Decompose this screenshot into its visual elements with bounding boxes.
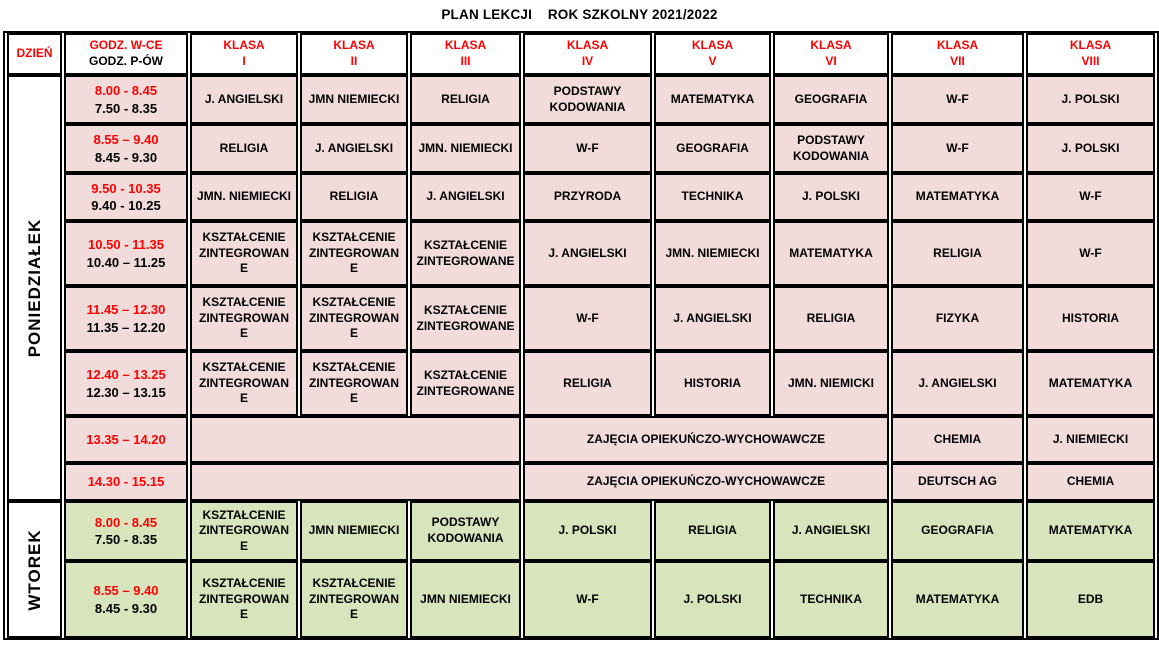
subject-cell: HISTORIA (654, 351, 771, 416)
time-cell (64, 75, 188, 124)
time-cell (64, 221, 188, 286)
page-title: PLAN LEKCJI ROK SZKOLNY 2021/2022 (441, 7, 718, 22)
subject-cell: J. ANGIELSKI (891, 351, 1024, 416)
day-column-header-label: DZIEŃ (16, 46, 53, 61)
subject-cell: JMN NIEMIECKI (410, 561, 521, 638)
lesson-time: 8.55 – 9.40 (93, 132, 159, 148)
class-header-VIII (1026, 33, 1155, 75)
subject-cell: W-F (1026, 221, 1155, 286)
subject-cell: TECHNIKA (654, 173, 771, 221)
class-header-label: KLASA (810, 38, 852, 53)
day-label: PONIEDZIAŁEK (24, 218, 44, 358)
subject-cell: KSZTAŁCENIE ZINTEGROWANE (410, 221, 521, 286)
class-header-number: VII (950, 54, 965, 68)
subject-cell: J. ANGIELSKI (300, 124, 408, 173)
subject-cell: MATEMATYKA (773, 221, 889, 286)
class-header-number: III (460, 54, 471, 68)
class-header-VI (773, 33, 889, 75)
timetable-row (7, 75, 1155, 124)
lesson-time: 10.50 - 11.35 (88, 237, 164, 253)
break-time: 7.50 - 8.35 (94, 100, 158, 116)
subject-cell: JMN. NIEMIECKI (654, 221, 771, 286)
timetable (3, 31, 1159, 640)
subject-cell: GEOGRAFIA (773, 75, 889, 124)
class-header-IV (523, 33, 652, 75)
subject-cell: J. ANGIELSKI (190, 75, 298, 124)
header-row (7, 33, 1155, 75)
break-time: 9.40 - 10.25 (91, 198, 161, 213)
subject-cell: J. POLSKI (523, 501, 652, 561)
lesson-time: 13.35 – 14.20 (86, 431, 166, 447)
subject-cell: KSZTAŁCENIE ZINTEGROWANE (300, 351, 408, 416)
class-header-label: KLASA (691, 38, 734, 53)
class-header-number: V (708, 54, 717, 68)
empty-cell (190, 463, 521, 501)
subject-cell: KSZTAŁCENIE ZINTEGROWANE (300, 561, 408, 638)
empty-cell (190, 416, 521, 463)
subject-cell: DEUTSCH AG (891, 463, 1024, 501)
time-header-line1: GODZ. W-CE (89, 38, 163, 53)
time-cell (64, 501, 188, 561)
subject-cell: W-F (891, 75, 1024, 124)
class-header-number: II (350, 54, 358, 68)
subject-cell: MATEMATYKA (654, 75, 771, 124)
lesson-time: 9.50 - 10.35 (91, 180, 161, 196)
subject-cell: J. ANGIELSKI (773, 501, 889, 561)
subject-cell: J. POLSKI (1026, 124, 1155, 173)
time-cell (64, 416, 188, 463)
subject-cell: JMN. NIEMICKI (773, 351, 889, 416)
class-header-III (410, 33, 521, 75)
subject-cell: ZAJĘCIA OPIEKUŃCZO-WYCHOWAWCZE (523, 463, 889, 501)
subject-cell: MATEMATYKA (891, 173, 1024, 221)
class-header-number: IV (581, 54, 594, 68)
timetable-row (7, 351, 1155, 416)
class-header-number: VIII (1081, 54, 1100, 68)
break-time: 7.50 - 8.35 (94, 532, 158, 547)
time-header-line2: GODZ. P-ÓW (89, 54, 163, 68)
time-cell (64, 286, 188, 351)
time-cell (64, 561, 188, 638)
subject-cell: KSZTAŁCENIE ZINTEGROWANE (410, 286, 521, 351)
subject-cell: FIZYKA (891, 286, 1024, 351)
subject-cell: RELIGIA (190, 124, 298, 173)
break-time: 10.40 – 11.25 (86, 254, 166, 270)
class-header-number: I (242, 54, 246, 68)
day-cell (7, 75, 62, 501)
subject-cell: CHEMIA (891, 416, 1024, 463)
subject-cell: RELIGIA (654, 501, 771, 561)
timetable-row (7, 501, 1155, 561)
subject-cell: HISTORIA (1026, 286, 1155, 351)
class-header-number: VI (825, 54, 837, 68)
subject-cell: J. ANGIELSKI (523, 221, 652, 286)
subject-cell: W-F (891, 124, 1024, 173)
break-time: 8.45 - 9.30 (94, 600, 158, 616)
subject-cell: EDB (1026, 561, 1155, 638)
subject-cell: ZAJĘCIA OPIEKUŃCZO-WYCHOWAWCZE (523, 416, 889, 463)
subject-cell: J. ANGIELSKI (410, 173, 521, 221)
subject-cell: W-F (523, 286, 652, 351)
subject-cell: RELIGIA (773, 286, 889, 351)
class-header-I (190, 33, 298, 75)
subject-cell: TECHNIKA (773, 561, 889, 638)
subject-cell: J. ANGIELSKI (654, 286, 771, 351)
timetable-row (7, 221, 1155, 286)
subject-cell: W-F (1026, 173, 1155, 221)
time-cell (64, 173, 188, 221)
subject-cell: JMN NIEMIECKI (300, 501, 408, 561)
timetable-row (7, 416, 1155, 463)
subject-cell: PRZYRODA (523, 173, 652, 221)
time-column-header (64, 33, 188, 75)
lesson-time: 11.45 – 12.30 (86, 302, 166, 318)
timetable-row (7, 286, 1155, 351)
subject-cell: RELIGIA (300, 173, 408, 221)
class-header-label: KLASA (1069, 38, 1112, 53)
subject-cell: J. NIEMIECKI (1026, 416, 1155, 463)
subject-cell: W-F (523, 124, 652, 173)
class-header-V (654, 33, 771, 75)
day-column-header (7, 33, 62, 75)
lesson-time: 8.00 - 8.45 (94, 514, 158, 530)
day-label: WTOREK (24, 528, 44, 611)
subject-cell: KSZTAŁCENIE ZINTEGROWANE (190, 501, 298, 561)
time-cell (64, 351, 188, 416)
subject-cell: PODSTAWY KODOWANIA (523, 75, 652, 124)
subject-cell: GEOGRAFIA (891, 501, 1024, 561)
timetable-row (7, 124, 1155, 173)
class-header-label: KLASA (444, 38, 487, 53)
subject-cell: KSZTAŁCENIE ZINTEGROWANE (190, 221, 298, 286)
class-header-VII (891, 33, 1024, 75)
subject-cell: JMN. NIEMIECKI (190, 173, 298, 221)
subject-cell: KSZTAŁCENIE ZINTEGROWANE (190, 286, 298, 351)
class-header-label: KLASA (936, 38, 979, 53)
break-time: 12.30 – 13.15 (86, 384, 166, 400)
subject-cell: J. POLSKI (654, 561, 771, 638)
subject-cell: KSZTAŁCENIE ZINTEGROWANE (410, 351, 521, 416)
subject-cell: MATEMATYKA (891, 561, 1024, 638)
subject-cell: CHEMIA (1026, 463, 1155, 501)
timetable-row (7, 173, 1155, 221)
break-time: 11.35 – 12.20 (86, 319, 166, 335)
break-time: 8.45 - 9.30 (94, 149, 158, 165)
class-header-label: KLASA (223, 38, 265, 53)
lesson-time: 14.30 - 15.15 (87, 474, 165, 490)
timetable-body (7, 75, 1155, 638)
lesson-time: 12.40 – 13.25 (86, 367, 166, 383)
subject-cell: KSZTAŁCENIE ZINTEGROWANE (300, 221, 408, 286)
subject-cell: KSZTAŁCENIE ZINTEGROWANE (190, 351, 298, 416)
timetable-row (7, 561, 1155, 638)
subject-cell: W-F (523, 561, 652, 638)
time-cell (64, 124, 188, 173)
subject-cell: RELIGIA (523, 351, 652, 416)
subject-cell: RELIGIA (891, 221, 1024, 286)
class-header-label: KLASA (566, 38, 609, 53)
lesson-time: 8.00 - 8.45 (94, 83, 158, 99)
subject-cell: J. POLSKI (1026, 75, 1155, 124)
class-header-label: KLASA (333, 38, 375, 53)
time-cell (64, 463, 188, 501)
day-cell (7, 501, 62, 638)
timetable-row (7, 463, 1155, 501)
subject-cell: J. POLSKI (773, 173, 889, 221)
subject-cell: KSZTAŁCENIE ZINTEGROWANE (190, 561, 298, 638)
subject-cell: PODSTAWY KODOWANIA (410, 501, 521, 561)
class-header-II (300, 33, 408, 75)
subject-cell: MATEMATYKA (1026, 501, 1155, 561)
subject-cell: JMN. NIEMIECKI (410, 124, 521, 173)
subject-cell: RELIGIA (410, 75, 521, 124)
subject-cell: KSZTAŁCENIE ZINTEGROWANE (300, 286, 408, 351)
subject-cell: MATEMATYKA (1026, 351, 1155, 416)
subject-cell: JMN NIEMIECKI (300, 75, 408, 124)
subject-cell: PODSTAWY KODOWANIA (773, 124, 889, 173)
subject-cell: GEOGRAFIA (654, 124, 771, 173)
lesson-time: 8.55 – 9.40 (93, 583, 159, 599)
